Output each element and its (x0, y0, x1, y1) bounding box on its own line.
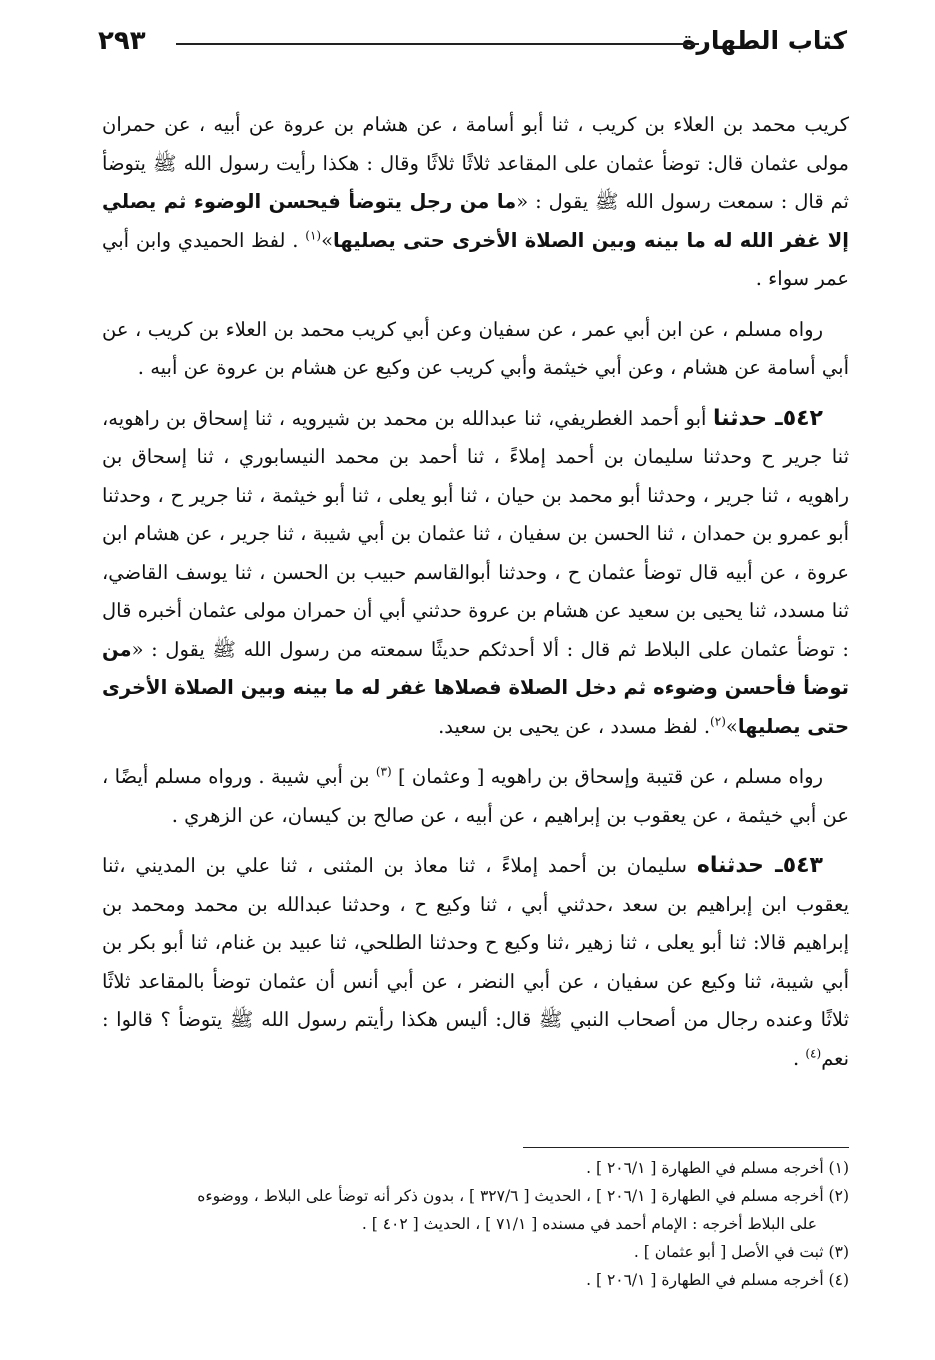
page-number: ٢٩٣ (98, 26, 146, 56)
text-segment: . (792, 1046, 806, 1070)
hadith-paragraph (102, 400, 849, 747)
footnote-line: (٣) ثبت في الأصل [ أبو عثمان ] . (633, 1243, 849, 1261)
paragraph (102, 758, 849, 835)
footnote (102, 1239, 849, 1265)
paragraph (102, 311, 849, 388)
footnote-marker: (٢) (710, 714, 726, 728)
text-segment: سليمان بن أحمد إملاءً ، ثنا معاذ بن المثنى ، ثنا علي بن المديني ،ثنا يعقوب ابن إبراهيم بن سعد ،حدثني أبي ، ثنا وكيع ح ، وحدثنا عبدالله بن محمد ومحمد بن إبراهيم قالا: ثنا أبو يعلى ، ثنا زهير ،ثنا وكيع ح وحدثنا الطلحي، ثنا عبيد بن غنام، ثنا أبو بكر بن أبي شيبة، ثنا وكيع عن سفيان ، عن أبي النضر ، عن أبي أنس أن عثمان توضأ بالمقاعد ثلاثًا ثلاثًا وعنده رجال من أصحاب النبي ﷺ قال: أليس هكذا رأيتم رسول الله ﷺ يتوضأ ؟ قالوا : نعم (102, 854, 849, 1070)
hadith-paragraph (102, 847, 849, 1078)
text-segment: أبو أحمد الغطريفي، ثنا عبدالله بن محمد بن شيرويه ، ثنا إسحاق بن راهويه، ثنا جرير ح وحدثنا سليمان بن أحمد إملاءً ، ثنا أحمد بن محمد النيسابوري ، ثنا إسحاق بن راهويه ، ثنا جرير ، وحدثنا أبو محمد بن حيان ، ثنا أبو يعلى ، ثنا أبو خيثمة ، ثنا جرير ح ، وحدثنا أبو عمرو بن حمدان ، ثنا الحسن بن سفيان ، ثنا عثمان بن أبي شيبة ، ثنا جرير ، عن هشام ابن عروة ، عن أبيه قال توضأ عثمان ح ، وحدثنا أبوالقاسم حبيب بن الحسن ، ثنا يوسف القاضي، ثنا مسدد، ثنا يحيى بن سعيد عن هشام بن عروة حدثني أبي أن حمران مولى عثمان أخبره قال : توضأ عثمان على البلاط ثم قال : ألا أحدثكم حديثًا سمعته من رسول الله ﷺ يقول : « (102, 406, 849, 661)
text-segment: بن أبي شيبة . ورواه مسلم أيضًا ، عن أبي خيثمة ، عن يعقوب بن إبراهيم ، عن أبيه ، عن صالح بن كيسان، عن الزهري . (102, 765, 849, 827)
text-segment: » (725, 714, 738, 738)
paragraph (102, 106, 849, 299)
footnote-marker: (٣) (375, 764, 392, 779)
text-segment: . لفظ الحميدي وابن أبي عمر سواء . (102, 228, 849, 290)
footnote-line: (٤) أخرجه مسلم في الطهارة [ ٢٠٦/١ ] . (586, 1271, 849, 1289)
footnote (102, 1155, 849, 1181)
main-text (102, 106, 849, 1090)
prophetic-saying: ما من رجل يتوضأ فيحسن الوضوء ثم يصلي إلا غفر الله له ما بينه وبين الصلاة الأخرى حتى يصليها (102, 190, 849, 252)
footnote-marker: (١) (305, 228, 322, 242)
hadith-number: ٥٤٢ـ حدثنا (713, 405, 823, 431)
footnote-separator (523, 1147, 849, 1148)
running-header (98, 22, 847, 70)
footnote-marker: (٤) (805, 1046, 822, 1060)
header-rule (176, 43, 699, 45)
hadith-number: ٥٤٣ـ حدثناه (696, 853, 823, 878)
footnote (102, 1267, 849, 1293)
footnote (102, 1183, 849, 1237)
footnote-line: (١) أخرجه مسلم في الطهارة [ ٢٠٦/١ ] . (586, 1159, 849, 1177)
text-segment: » (321, 228, 334, 252)
text-segment: رواه مسلم ، عن قتيبة وإسحاق بن راهويه [ وعثمان ] (391, 765, 823, 788)
text-segment: رواه مسلم ، عن ابن أبي عمر ، عن سفيان وعن أبي كريب محمد بن العلاء بن كريب ، عن أبي أسامة عن هشام ، وعن أبي خيثمة وأبي كريب عن وكيع عن هشام بن عروة عن أبيه . (102, 317, 849, 379)
footnotes (102, 1155, 849, 1295)
footnote-line: على البلاط أخرجه : الإمام أحمد في مسنده [ ٧١/١ ] ، الحديث [ ٤٠٢ ] . (361, 1215, 817, 1233)
text-segment: . لفظ مسدد ، عن يحيى بن سعيد. (438, 714, 711, 738)
footnote-line: (٢) أخرجه مسلم في الطهارة [ ٢٠٦/١ ] ، الحديث [ ٣٢٧/٦ ] ، بدون ذكر أنه توضأ على البلاط ، ووضوءه (197, 1187, 849, 1205)
text-segment: كريب محمد بن العلاء بن كريب ، ثنا أبو أسامة ، عن هشام بن عروة عن أبيه ، عن حمران مولى عثمان قال: توضأ عثمان على المقاعد ثلاثًا ثلاثًا وقال : هكذا رأيت رسول الله ﷺ يتوضأ ثم قال : سمعت رسول الله ﷺ يقول : « (102, 113, 849, 213)
chapter-title: كتاب الطهارة (681, 26, 847, 55)
prophetic-saying: من توضأ فأحسن وضوءه ثم دخل الصلاة فصلاها غفر له ما بينه وبين الصلاة الأخرى حتى يصليها (102, 637, 849, 738)
